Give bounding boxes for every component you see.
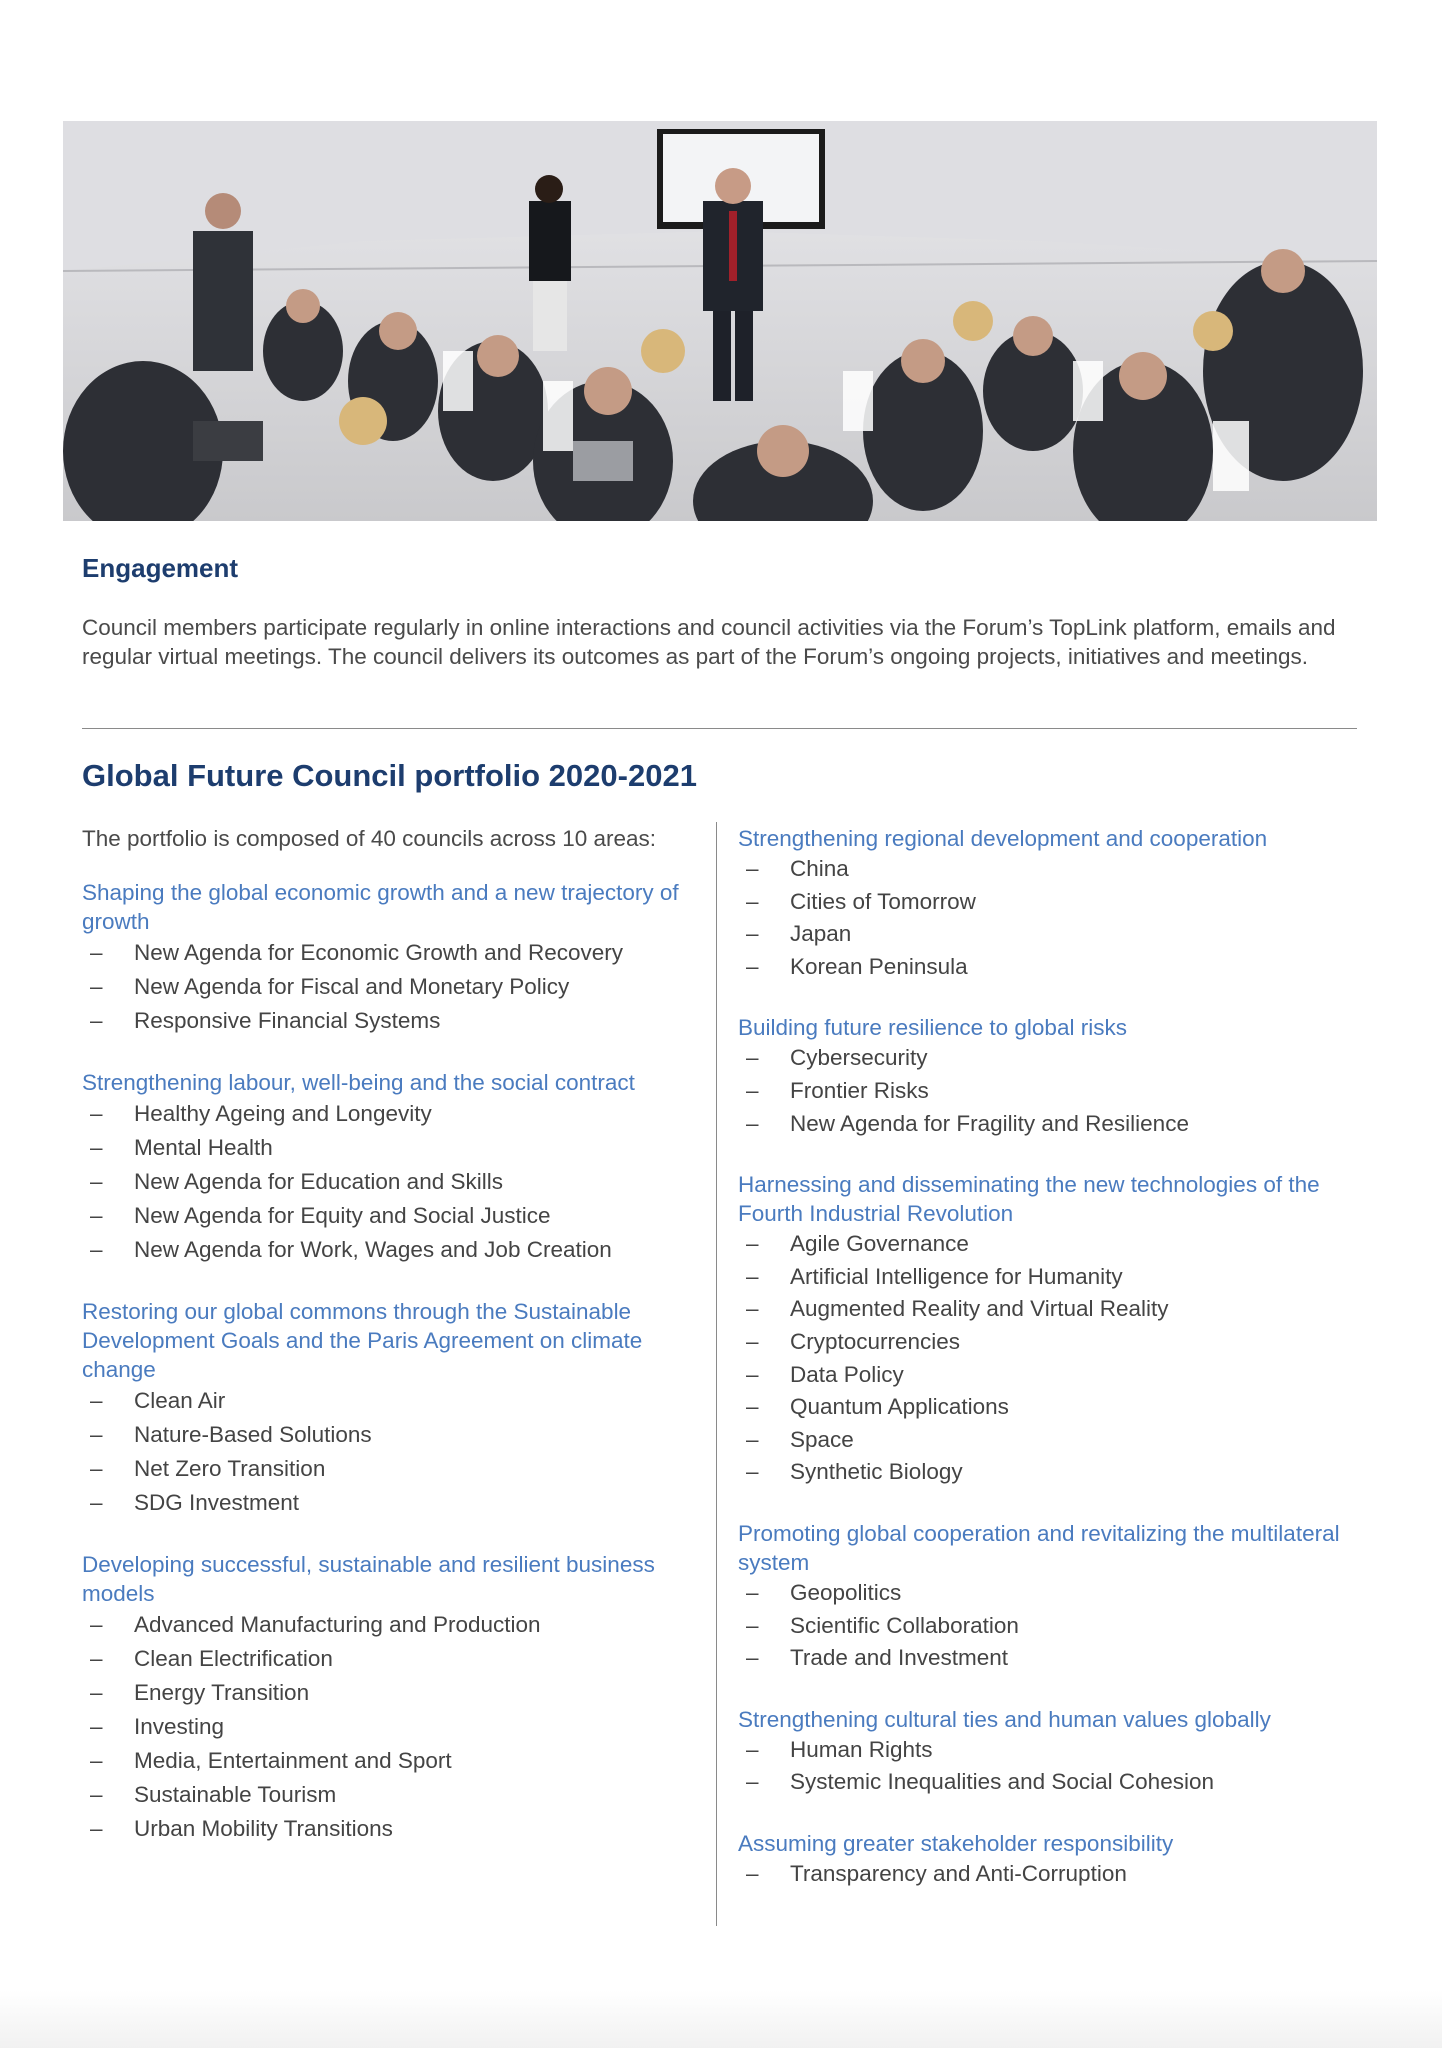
list-dash: – [90, 1169, 103, 1194]
list-dash: – [746, 1110, 759, 1136]
council-list-item [82, 1676, 702, 1710]
column-divider [716, 822, 717, 1926]
council-list [738, 1858, 1358, 1891]
council-list-item [82, 1418, 702, 1452]
list-dash: – [746, 1612, 759, 1638]
list-dash: – [746, 1296, 759, 1322]
council-list-item [738, 853, 1358, 886]
council-name: Data Policy [790, 1361, 904, 1387]
council-area-title: Shaping the global economic growth and a new trajectory of growth [82, 880, 679, 934]
council-name: Systemic Inequalities and Social Cohesion [790, 1769, 1214, 1795]
page-bottom-edge [0, 1990, 1442, 2048]
council-name: Space [790, 1426, 854, 1452]
list-dash: – [746, 1459, 759, 1485]
list-dash: – [90, 1237, 103, 1262]
council-area-title: Strengthening labour, well-being and the social contract [82, 1070, 635, 1095]
council-name: SDG Investment [134, 1490, 300, 1515]
list-dash: – [746, 921, 759, 947]
council-name: Mental Health [134, 1135, 273, 1160]
council-list-item [738, 1642, 1358, 1675]
council-name: Geopolitics [790, 1579, 902, 1605]
council-name: China [790, 856, 849, 881]
council-name: Synthetic Biology [790, 1459, 963, 1485]
list-dash: – [90, 1388, 103, 1413]
council-area-title: Building future resilience to global risks [738, 1015, 1127, 1041]
list-dash: – [746, 1736, 759, 1762]
council-list-item [738, 1858, 1358, 1891]
list-dash: – [746, 1426, 759, 1452]
council-name: Cybersecurity [790, 1045, 928, 1071]
left-council-groups [82, 878, 702, 1846]
council-list-item [738, 1391, 1358, 1424]
council-area-title: Strengthening cultural ties and human values globally [738, 1706, 1271, 1732]
council-name: Media, Entertainment and Sport [134, 1748, 452, 1773]
list-dash: – [90, 1612, 103, 1637]
council-list-item [738, 1456, 1358, 1489]
council-area [738, 824, 1358, 983]
list-dash: – [90, 974, 103, 999]
council-list-item [82, 1642, 702, 1676]
council-list-item [738, 1228, 1358, 1261]
council-list-item [738, 951, 1358, 984]
council-list [738, 1577, 1358, 1675]
list-dash: – [90, 1748, 103, 1773]
council-list-item [738, 1261, 1358, 1294]
council-area [738, 1705, 1358, 1799]
council-list-item [738, 1577, 1358, 1610]
council-list [82, 1097, 702, 1267]
council-area-title: Harnessing and disseminating the new technologies of the Fourth Industrial Revolution [738, 1172, 1320, 1227]
council-name: New Agenda for Fragility and Resilience [790, 1110, 1189, 1136]
council-list-item [82, 1004, 702, 1038]
council-name: New Agenda for Economic Growth and Recovery [134, 940, 623, 965]
list-dash: – [746, 1263, 759, 1289]
council-list [738, 853, 1358, 983]
council-name: Clean Electrification [134, 1646, 333, 1671]
council-area-title: Developing successful, sustainable and resilient business models [82, 1552, 655, 1606]
engagement-paragraph: Council members participate regularly in online interactions and council activities via the Forum’s TopLink platform, emails and regular virtual meetings. The council delivers its outcomes as part of the Forum’s ongoing projects, initiatives and meetings. [82, 615, 1336, 669]
council-list-item [738, 1042, 1358, 1075]
list-dash: – [90, 1490, 103, 1515]
council-list-item [738, 1734, 1358, 1767]
right-council-groups [738, 824, 1358, 1890]
council-list [738, 1042, 1358, 1140]
council-name: New Agenda for Equity and Social Justice [134, 1203, 551, 1228]
council-list-item [82, 1165, 702, 1199]
list-dash: – [746, 1645, 759, 1671]
council-name: Cryptocurrencies [790, 1328, 961, 1354]
list-dash: – [746, 1045, 759, 1071]
council-area-title: Restoring our global commons through the Sustainable Development Goals and the Paris Agreement on climate change [82, 1299, 643, 1382]
council-list-item [738, 1766, 1358, 1799]
list-dash: – [90, 1646, 103, 1671]
list-dash: – [90, 1101, 103, 1126]
council-name: Korean Peninsula [790, 953, 968, 979]
portfolio-intro: The portfolio is composed of 40 councils across 10 areas: [82, 826, 657, 851]
list-dash: – [746, 953, 759, 979]
council-area [82, 1297, 702, 1520]
list-dash: – [90, 1422, 103, 1447]
council-name: Sustainable Tourism [134, 1782, 337, 1807]
list-dash: – [746, 888, 759, 914]
council-list-item [738, 918, 1358, 951]
council-list-item [82, 1233, 702, 1267]
list-dash: – [90, 1203, 103, 1228]
portfolio-heading: Global Future Council portfolio 2020-2021 [82, 758, 697, 793]
council-name: Japan [790, 921, 852, 947]
list-dash: – [90, 1008, 103, 1033]
council-area-title: Strengthening regional development and cooperation [738, 826, 1268, 851]
engagement-heading: Engagement [82, 553, 239, 583]
list-dash: – [746, 1579, 759, 1605]
meeting-photo-illustration [63, 121, 1377, 521]
council-name: Artificial Intelligence for Humanity [790, 1263, 1123, 1289]
council-list-item [82, 1778, 702, 1812]
council-name: Clean Air [134, 1388, 226, 1413]
list-dash: – [746, 856, 759, 881]
list-dash: – [90, 1680, 103, 1705]
council-list-item [82, 1608, 702, 1642]
council-area [82, 878, 702, 1038]
council-area-title: Promoting global cooperation and revitalizing the multilateral system [738, 1520, 1340, 1575]
council-meeting-photo [63, 121, 1377, 521]
list-dash: – [90, 1714, 103, 1739]
list-dash: – [90, 1782, 103, 1807]
list-dash: – [746, 1394, 759, 1420]
council-list [82, 936, 702, 1038]
council-name: Transparency and Anti-Corruption [790, 1860, 1127, 1886]
council-name: Quantum Applications [790, 1394, 1009, 1420]
council-name: Responsive Financial Systems [134, 1008, 441, 1033]
council-list-item [82, 936, 702, 970]
list-dash: – [90, 1456, 103, 1481]
council-area [738, 1829, 1358, 1891]
council-area [82, 1550, 702, 1846]
council-name: Frontier Risks [790, 1077, 929, 1103]
council-list-item [738, 1359, 1358, 1392]
council-name: Augmented Reality and Virtual Reality [790, 1296, 1169, 1322]
list-dash: – [90, 940, 103, 965]
council-list-item [738, 1610, 1358, 1643]
council-list-item [82, 1486, 702, 1520]
council-list-item [738, 1326, 1358, 1359]
council-list-item [82, 1744, 702, 1778]
list-dash: – [746, 1769, 759, 1795]
council-list-item [82, 1384, 702, 1418]
portfolio-left-column [82, 824, 702, 1876]
list-dash: – [746, 1231, 759, 1257]
council-area [738, 1170, 1358, 1489]
council-name: New Agenda for Fiscal and Monetary Policy [134, 974, 570, 999]
council-list-item [82, 1812, 702, 1846]
council-area-title: Assuming greater stakeholder responsibility [738, 1830, 1174, 1856]
council-name: Scientific Collaboration [790, 1612, 1019, 1638]
council-area [738, 1013, 1358, 1140]
list-dash: – [746, 1361, 759, 1387]
council-name: Investing [134, 1714, 225, 1739]
council-name: Net Zero Transition [134, 1456, 326, 1481]
council-list [738, 1228, 1358, 1489]
list-dash: – [746, 1328, 759, 1354]
council-list-item [82, 1199, 702, 1233]
council-name: Advanced Manufacturing and Production [134, 1612, 541, 1637]
list-dash: – [746, 1860, 759, 1886]
list-dash: – [90, 1135, 103, 1160]
council-name: Agile Governance [790, 1231, 969, 1257]
council-list [738, 1734, 1358, 1799]
section-divider [82, 728, 1357, 729]
council-list-item [738, 1108, 1358, 1141]
council-list [82, 1608, 702, 1846]
council-name: Nature-Based Solutions [134, 1422, 372, 1447]
council-name: Human Rights [790, 1736, 933, 1762]
council-area [82, 1068, 702, 1267]
council-list-item [82, 1710, 702, 1744]
council-name: New Agenda for Education and Skills [134, 1169, 503, 1194]
portfolio-right-column [738, 824, 1358, 1920]
council-name: Cities of Tomorrow [790, 888, 976, 914]
list-dash: – [90, 1816, 103, 1841]
council-list [82, 1384, 702, 1520]
council-list-item [738, 1075, 1358, 1108]
council-name: Urban Mobility Transitions [134, 1816, 393, 1841]
council-name: Trade and Investment [790, 1645, 1009, 1671]
council-list-item [82, 1097, 702, 1131]
council-name: Healthy Ageing and Longevity [134, 1101, 432, 1126]
council-list-item [82, 1452, 702, 1486]
council-name: Energy Transition [134, 1680, 310, 1705]
council-list-item [82, 970, 702, 1004]
list-dash: – [746, 1077, 759, 1103]
council-list-item [738, 1293, 1358, 1326]
council-area [738, 1519, 1358, 1675]
council-name: New Agenda for Work, Wages and Job Creation [134, 1237, 612, 1262]
council-list-item [738, 886, 1358, 919]
council-list-item [738, 1424, 1358, 1457]
council-list-item [82, 1131, 702, 1165]
